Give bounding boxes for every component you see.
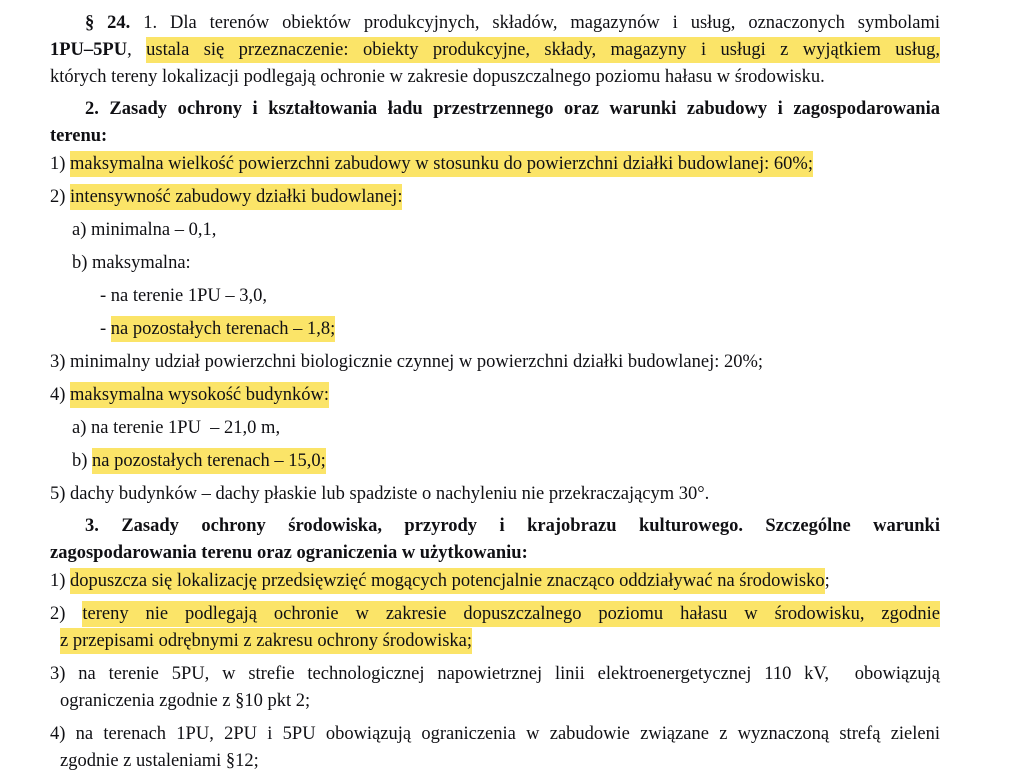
text-line: [50, 10, 940, 37]
text-segment: a) minimalna – 0,1,: [72, 220, 217, 240]
text-line: [50, 151, 940, 178]
item-2-1: [50, 151, 940, 178]
text-line: [50, 316, 940, 343]
item-3-3: [50, 661, 940, 715]
text-segment: 1. Dla terenów obiektów produkcyjnych, składów, magazynów i usług, oznaczonych symbolami: [130, 13, 941, 33]
item-3-1: [50, 568, 940, 595]
text-segment: a) na terenie 1PU – 21,0 m,: [72, 418, 281, 438]
text-line: [50, 721, 940, 748]
text-segment: zgodnie z ustaleniami §12;: [60, 751, 259, 771]
item-2-2: [50, 184, 940, 211]
item-2-5: [50, 481, 940, 508]
text-line: [50, 123, 940, 150]
text-line: [50, 448, 940, 475]
text-segment: 3) minimalny udział powierzchni biologicznie czynnej w powierzchni działki budowlanej: 20%;: [50, 352, 764, 372]
text-segment: b) maksymalna:: [72, 253, 191, 273]
item-2-4: [50, 382, 940, 409]
text-segment: 1): [50, 154, 71, 174]
text-segment: 2): [50, 187, 71, 207]
text-segment: 5) dachy budynków – dachy płaskie lub spadziste o nachyleniu nie przekraczającym 30°.: [50, 484, 710, 504]
item-2-2a: [50, 217, 940, 244]
text-segment: terenu:: [50, 126, 108, 146]
text-segment: zagospodarowania terenu oraz ograniczenia w użytkowaniu:: [50, 543, 528, 563]
highlighted-text: intensywność zabudowy działki budowlanej:: [70, 184, 402, 210]
item-2-3: [50, 349, 940, 376]
bold-text: 1PU–5PU: [50, 40, 128, 60]
para-24-1-intro: [50, 10, 940, 91]
text-line: [50, 513, 940, 540]
text-line: [50, 382, 940, 409]
text-segment: ,: [127, 40, 147, 60]
text-line: [50, 349, 940, 376]
text-line: [50, 37, 940, 64]
highlighted-text: maksymalna wielkość powierzchni zabudowy w stosunku do powierzchni działki budowlanej: 60%;: [70, 151, 813, 177]
text-segment: 4) na terenach 1PU, 2PU i 5PU obowiązują ograniczenia w zabudowie związane z wyznaczoną strefą zieleni: [50, 724, 940, 744]
heading-24-2: [50, 96, 940, 150]
text-line: [50, 217, 940, 244]
highlighted-text: ustala się przeznaczenie: obiekty produkcyjne, składy, magazyny i usługi z wyjątkiem usług,: [146, 37, 940, 63]
text-line: [50, 481, 940, 508]
text-line: [50, 184, 940, 211]
highlighted-text: z przepisami odrębnymi z zakresu ochrony środowiska;: [60, 628, 472, 654]
document-content: [50, 10, 940, 775]
text-segment: ograniczenia zgodnie z §10 pkt 2;: [60, 691, 311, 711]
item-2-2b-dash-1: [50, 283, 940, 310]
item-2-4a: [50, 415, 940, 442]
item-2-4b: [50, 448, 940, 475]
text-line: [50, 540, 940, 567]
item-2-2b: [50, 250, 940, 277]
text-segment: b): [72, 451, 93, 471]
text-segment: 4): [50, 385, 71, 405]
text-line: [50, 64, 940, 91]
text-segment: 2): [50, 604, 83, 624]
text-line: [50, 748, 940, 775]
highlighted-text: na pozostałych terenach – 1,8;: [111, 316, 335, 342]
bold-text: § 24.: [85, 13, 131, 33]
heading-24-3: [50, 513, 940, 567]
text-segment: ;: [824, 571, 830, 591]
text-line: [50, 688, 940, 715]
text-line: [50, 601, 940, 628]
text-segment: -: [100, 319, 111, 339]
highlighted-text: maksymalna wysokość budynków:: [70, 382, 329, 408]
text-line: [50, 661, 940, 688]
text-segment: których tereny lokalizacji podlegają ochronie w zakresie dopuszczalnego poziomu hałasu w środowisku.: [50, 67, 825, 87]
text-segment: 1): [50, 571, 71, 591]
text-segment: 3) na terenie 5PU, w strefie technologicznej napowietrznej linii elektroenergetycznej 110 kV, obowiązują: [50, 664, 940, 684]
text-line: [50, 568, 940, 595]
item-3-4: [50, 721, 940, 775]
text-line: [50, 250, 940, 277]
text-segment: - na terenie 1PU – 3,0,: [100, 286, 267, 306]
highlighted-text: tereny nie podlegają ochronie w zakresie dopuszczalnego poziomu hałasu w środowisku, zgodnie: [82, 601, 940, 627]
item-2-2b-dash-2: [50, 316, 940, 343]
text-line: [50, 283, 940, 310]
highlighted-text: dopuszcza się lokalizację przedsięwzięć mogących potencjalnie znacząco oddziaływać na środowisko: [70, 568, 825, 594]
text-line: [50, 628, 940, 655]
text-line: [50, 415, 940, 442]
text-segment: 2. Zasady ochrony i kształtowania ładu przestrzennego oraz warunki zabudowy i zagospodarowania: [85, 99, 940, 119]
text-segment: 3. Zasady ochrony środowiska, przyrody i krajobrazu kulturowego. Szczególne warunki: [85, 516, 940, 536]
item-3-2: [50, 601, 940, 655]
highlighted-text: na pozostałych terenach – 15,0;: [92, 448, 326, 474]
text-line: [50, 96, 940, 123]
